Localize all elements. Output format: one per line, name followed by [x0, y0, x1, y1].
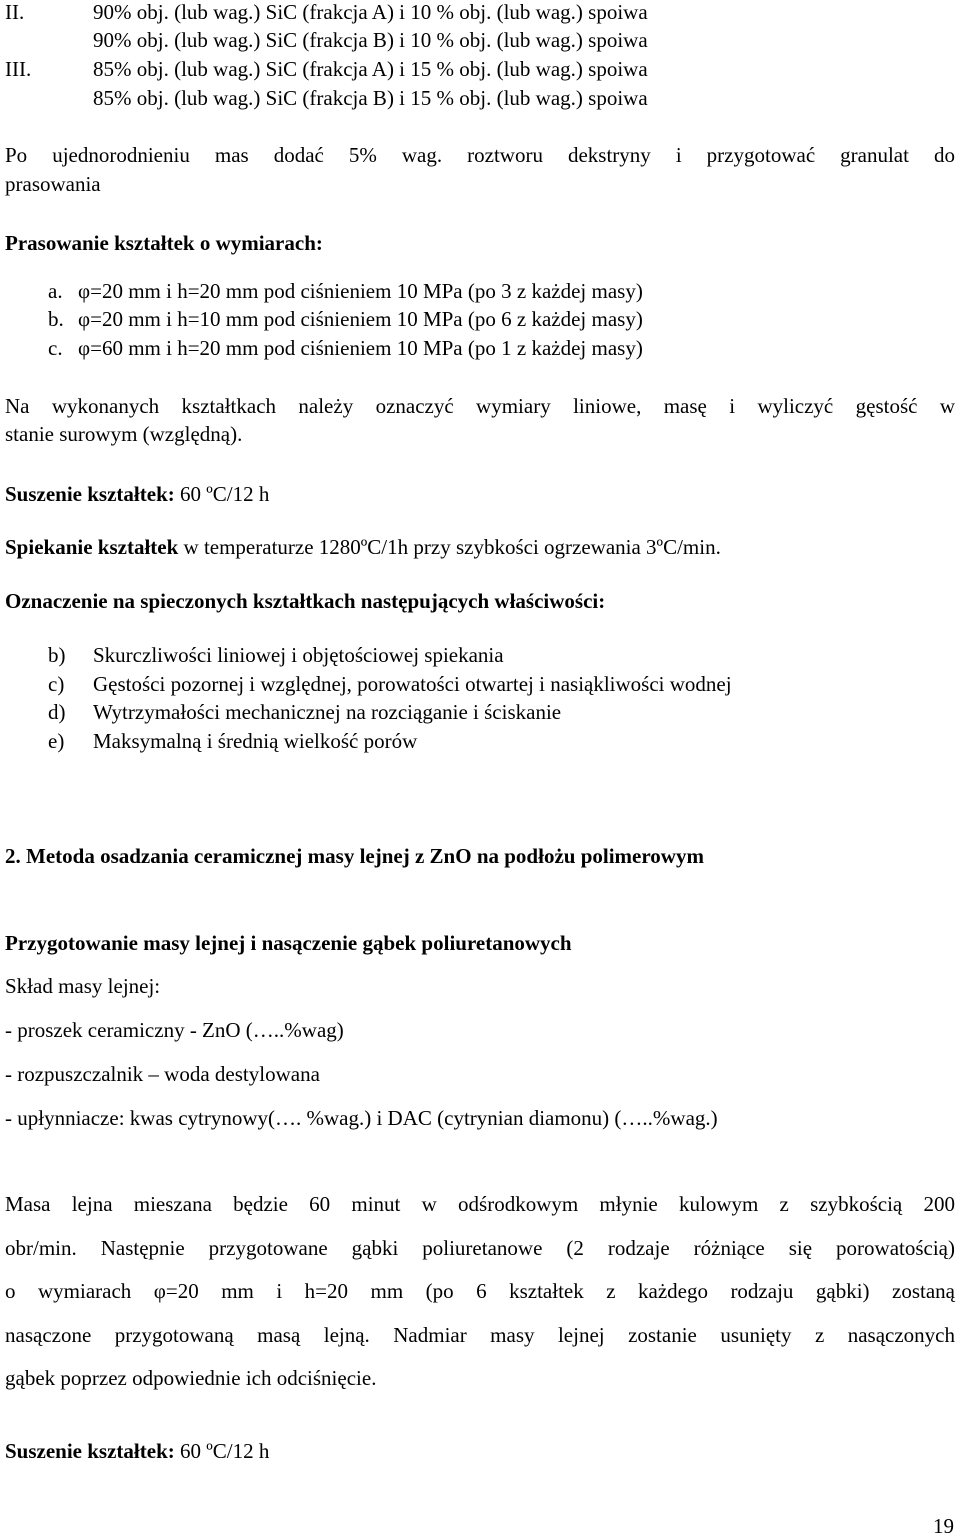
pressing-text: φ=60 mm i h=20 mm pod ciśnieniem 10 MPa (po 1 z każdej masy)	[78, 336, 643, 360]
sintering-line	[5, 537, 721, 558]
page-number: 19	[933, 1514, 954, 1538]
property-text: Wytrzymałości mechanicznej na rozciąganie i ściskanie	[93, 700, 562, 724]
property-text: Maksymalną i średnią wielkość porów	[93, 729, 418, 753]
milling-line-1: Masa lejna mieszana będzie 60 minut w odśrodkowym młynie kulowym z szybkością 200	[5, 1192, 955, 1216]
drying-line-1	[5, 484, 269, 505]
measure-line-2: stanie surowym (względną).	[5, 422, 243, 446]
sintering-value: w temperaturze 1280ºC/1h przy szybkości ogrzewania 3ºC/min.	[183, 535, 721, 559]
ratio-text: 85% obj. (lub wag.) SiC (frakcja A) i 15 % obj. (lub wag.) spoiwa	[93, 57, 648, 81]
ratio-numeral: III.	[5, 57, 32, 81]
properties-heading: Oznaczenie na spieczonych kształtkach następujących właściwości:	[5, 589, 606, 613]
pressing-text: φ=20 mm i h=10 mm pod ciśnieniem 10 MPa (po 6 z każdej masy)	[78, 307, 643, 331]
composition-item: - proszek ceramiczny - ZnO (…..%wag)	[5, 1018, 344, 1042]
composition-item: - rozpuszczalnik – woda destylowana	[5, 1062, 320, 1086]
pressing-letter: c.	[48, 336, 63, 360]
property-letter: c)	[48, 672, 65, 696]
milling-line-2: obr/min. Następnie przygotowane gąbki poliuretanowe (2 rodzaje różniące się porowatością)	[5, 1236, 955, 1260]
property-text: Gęstości pozornej i względnej, porowatości otwartej i nasiąkliwości wodnej	[93, 672, 732, 696]
drying-label: Suszenie kształtek:	[5, 482, 175, 506]
drying-label: Suszenie kształtek:	[5, 1439, 175, 1463]
homogenize-line-1: Po ujednorodnieniu mas dodać 5% wag. roztworu dekstryny i przygotować granulat do	[5, 143, 955, 167]
drying-value: 60 ºC/12 h	[180, 1439, 270, 1463]
milling-line-4: nasączone przygotowaną masą lejną. Nadmiar masy lejnej zostanie usunięty z nasączonych	[5, 1323, 955, 1347]
drying-line-2	[5, 1441, 269, 1462]
pressing-letter: a.	[48, 279, 63, 303]
composition-item: - upłynniacze: kwas cytrynowy(…. %wag.) i DAC (cytrynian diamonu) (…..%wag.)	[5, 1106, 718, 1130]
ratio-text: 90% obj. (lub wag.) SiC (frakcja B) i 10 % obj. (lub wag.) spoiwa	[93, 28, 648, 52]
property-text: Skurczliwości liniowej i objętościowej spiekania	[93, 643, 504, 667]
sintering-label: Spiekanie kształtek	[5, 535, 179, 559]
measure-line-1: Na wykonanych kształtkach należy oznaczyć wymiary liniowe, masę i wyliczyć gęstość w	[5, 394, 955, 418]
ratio-numeral: II.	[5, 0, 25, 24]
milling-line-3: o wymiarach φ=20 mm i h=20 mm (po 6 kształtek z każdego rodzaju gąbki) zostaną	[5, 1279, 955, 1303]
pressing-text: φ=20 mm i h=20 mm pod ciśnieniem 10 MPa (po 3 z każdej masy)	[78, 279, 643, 303]
slurry-heading: Przygotowanie masy lejnej i nasączenie gąbek poliuretanowych	[5, 931, 572, 955]
property-letter: b)	[48, 643, 66, 667]
ratio-text: 85% obj. (lub wag.) SiC (frakcja B) i 15 % obj. (lub wag.) spoiwa	[93, 86, 648, 110]
pressing-letter: b.	[48, 307, 64, 331]
composition-label: Skład masy lejnej:	[5, 974, 161, 998]
drying-value: 60 ºC/12 h	[180, 482, 270, 506]
property-letter: e)	[48, 729, 65, 753]
property-letter: d)	[48, 700, 66, 724]
homogenize-line-2: prasowania	[5, 172, 101, 196]
milling-line-5: gąbek poprzez odpowiednie ich odciśnięcie.	[5, 1366, 377, 1390]
pressing-heading: Prasowanie kształtek o wymiarach:	[5, 231, 323, 255]
ratio-text: 90% obj. (lub wag.) SiC (frakcja A) i 10 % obj. (lub wag.) spoiwa	[93, 0, 648, 24]
section-2-title: 2. Metoda osadzania ceramicznej masy lejnej z ZnO na podłożu polimerowym	[5, 844, 704, 868]
